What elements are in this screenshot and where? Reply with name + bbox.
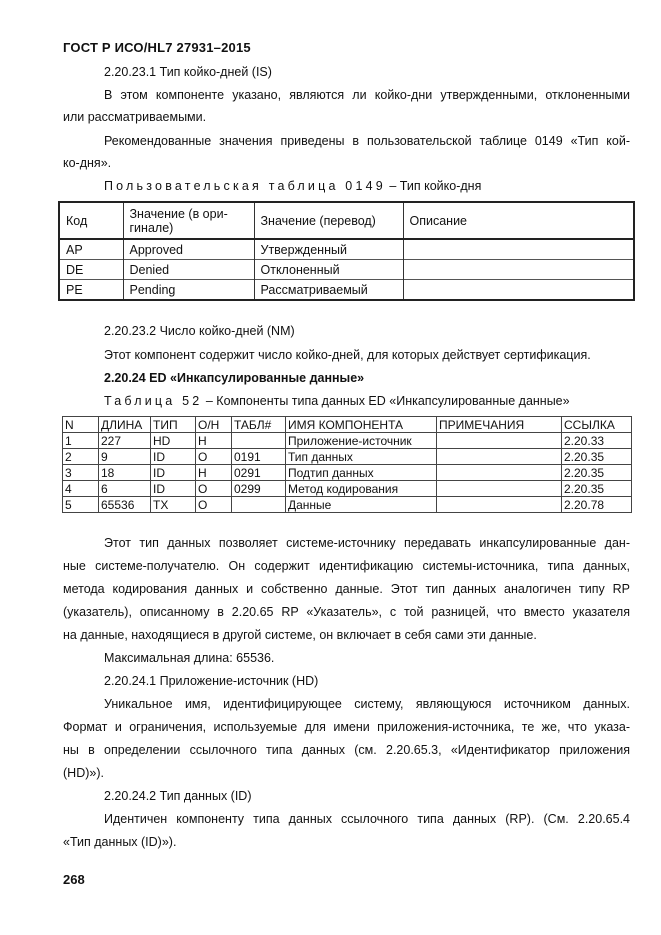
cell: ID bbox=[151, 465, 196, 481]
cell: Метод кодирования bbox=[286, 481, 437, 497]
cell bbox=[437, 465, 562, 481]
cell-translation: Утвержденный bbox=[254, 239, 403, 260]
cell-original: Denied bbox=[123, 260, 254, 280]
max-length-text: Максимальная длина: 65536. bbox=[104, 651, 275, 665]
paragraph-line: В этом компоненте указано, являются ли койко-дни утвержденными, отклоненными bbox=[104, 88, 630, 102]
cell-code: DE bbox=[59, 260, 123, 280]
column-header: ТАБЛ# bbox=[232, 417, 286, 433]
cell: TX bbox=[151, 497, 196, 513]
cell: O bbox=[196, 497, 232, 513]
cell bbox=[437, 449, 562, 465]
table-row bbox=[63, 465, 632, 481]
paragraph-line: ко-дня». bbox=[63, 156, 112, 170]
cell-description bbox=[403, 280, 634, 301]
table-row bbox=[63, 497, 632, 513]
caption-title: – Тип койко-дня bbox=[385, 179, 482, 193]
paragraph-line: на данные, находящиеся в другой системе, он включает в себя сами эти данные. bbox=[63, 628, 537, 642]
paragraph-line: (HD)»). bbox=[63, 766, 104, 780]
paragraph-line: ны в определении ссылочного типа данных (см. 2.20.65.3, «Идентификатор приложения bbox=[63, 743, 630, 757]
table-row bbox=[59, 280, 634, 301]
paragraph-line: Рекомендованные значения приведены в пользовательской таблице 0149 «Тип кой- bbox=[104, 134, 630, 148]
standard-header: ГОСТ Р ИСО/HL7 27931–2015 bbox=[63, 40, 251, 55]
cell: 2.20.35 bbox=[562, 481, 632, 497]
cell: H bbox=[196, 433, 232, 449]
table-caption-52 bbox=[104, 394, 570, 409]
cell: HD bbox=[151, 433, 196, 449]
cell: 3 bbox=[63, 465, 99, 481]
cell: O bbox=[196, 481, 232, 497]
cell: Тип данных bbox=[286, 449, 437, 465]
paragraph-line: Этот тип данных позволяет системе-источнику передавать инкапсулированные дан- bbox=[104, 536, 630, 550]
cell: 2.20.33 bbox=[562, 433, 632, 449]
cell-translation: Отклоненный bbox=[254, 260, 403, 280]
cell-description bbox=[403, 260, 634, 280]
page-number: 268 bbox=[63, 872, 85, 887]
column-header: ИМЯ КОМПОНЕНТА bbox=[286, 417, 437, 433]
table-row bbox=[63, 449, 632, 465]
cell-code: AP bbox=[59, 239, 123, 260]
cell: 6 bbox=[99, 481, 151, 497]
table-row bbox=[59, 239, 634, 260]
cell: 0191 bbox=[232, 449, 286, 465]
cell: O bbox=[196, 449, 232, 465]
column-header: Код bbox=[59, 202, 123, 239]
paragraph-line: Идентичен компоненту типа данных ссылочного типа данных (RP). (См. 2.20.65.4 bbox=[104, 812, 630, 826]
caption-label: Пользовательская таблица 0149 bbox=[104, 179, 386, 193]
caption-label: Таблица 52 bbox=[104, 394, 203, 408]
cell: Данные bbox=[286, 497, 437, 513]
cell: 0291 bbox=[232, 465, 286, 481]
cell: 65536 bbox=[99, 497, 151, 513]
cell: Подтип данных bbox=[286, 465, 437, 481]
paragraph-line: или рассматриваемыми. bbox=[63, 110, 207, 124]
column-header: Значение (в ори- гинале) bbox=[123, 202, 254, 239]
cell: 5 bbox=[63, 497, 99, 513]
paragraph-line: (указатель), описанному в 2.20.65 RP «Указатель», с той разницей, что вместо указателя bbox=[63, 605, 630, 619]
cell-description bbox=[403, 239, 634, 260]
column-header: Значение (перевод) bbox=[254, 202, 403, 239]
cell: ID bbox=[151, 449, 196, 465]
column-header: ПРИМЕЧАНИЯ bbox=[437, 417, 562, 433]
user-table-0149 bbox=[58, 201, 635, 301]
column-header: ССЫЛКА bbox=[562, 417, 632, 433]
heading-2-20-24-2: 2.20.24.2 Тип данных (ID) bbox=[104, 789, 252, 803]
paragraph-line: метода кодирования данных и собственно данные. Этот тип данных аналогичен типу RP bbox=[63, 582, 630, 596]
column-header: О/Н bbox=[196, 417, 232, 433]
cell: 227 bbox=[99, 433, 151, 449]
heading-2-20-23-1: 2.20.23.1 Тип койко-дней (IS) bbox=[104, 65, 272, 79]
cell-original: Approved bbox=[123, 239, 254, 260]
column-header: N bbox=[63, 417, 99, 433]
cell: 2.20.78 bbox=[562, 497, 632, 513]
table-header-row bbox=[63, 417, 632, 433]
heading-2-20-24-1: 2.20.24.1 Приложение-источник (HD) bbox=[104, 674, 319, 688]
cell: 9 bbox=[99, 449, 151, 465]
table-caption-0149 bbox=[104, 179, 481, 194]
cell: 1 bbox=[63, 433, 99, 449]
table-52-ed-components bbox=[62, 416, 632, 513]
cell: ID bbox=[151, 481, 196, 497]
cell: 2.20.35 bbox=[562, 465, 632, 481]
cell-code: PE bbox=[59, 280, 123, 301]
paragraph-line: Уникальное имя, идентифицирующее систему, являющуюся источником данных. bbox=[104, 697, 630, 711]
table-row bbox=[63, 481, 632, 497]
cell bbox=[232, 497, 286, 513]
column-header: Описание bbox=[403, 202, 634, 239]
table-row bbox=[63, 433, 632, 449]
heading-2-20-24: 2.20.24 ED «Инкапсулированные данные» bbox=[104, 371, 365, 385]
paragraph-line: ные системе-получателю. Он содержит идентификацию системы-источника, типа данных, bbox=[63, 559, 630, 573]
paragraph-line: Формат и ограничения, используемые для имени приложения-источника, те же, что указа- bbox=[63, 720, 630, 734]
cell bbox=[232, 433, 286, 449]
cell: 4 bbox=[63, 481, 99, 497]
cell-original: Pending bbox=[123, 280, 254, 301]
cell: Приложение-источник bbox=[286, 433, 437, 449]
cell bbox=[437, 481, 562, 497]
cell: 18 bbox=[99, 465, 151, 481]
caption-title: – Компоненты типа данных ED «Инкапсулированные данные» bbox=[202, 394, 570, 408]
paragraph-line: «Тип данных (ID)»). bbox=[63, 835, 177, 849]
heading-2-20-23-2: 2.20.23.2 Число койко-дней (NM) bbox=[104, 324, 295, 338]
paragraph-line: Этот компонент содержит число койко-дней, для которых действует сертификация. bbox=[104, 348, 591, 362]
table-header-row bbox=[59, 202, 634, 239]
cell: 0299 bbox=[232, 481, 286, 497]
cell: H bbox=[196, 465, 232, 481]
cell-translation: Рассматриваемый bbox=[254, 280, 403, 301]
column-header: ДЛИНА bbox=[99, 417, 151, 433]
table-row bbox=[59, 260, 634, 280]
cell bbox=[437, 497, 562, 513]
cell: 2 bbox=[63, 449, 99, 465]
cell: 2.20.35 bbox=[562, 449, 632, 465]
cell bbox=[437, 433, 562, 449]
column-header: ТИП bbox=[151, 417, 196, 433]
